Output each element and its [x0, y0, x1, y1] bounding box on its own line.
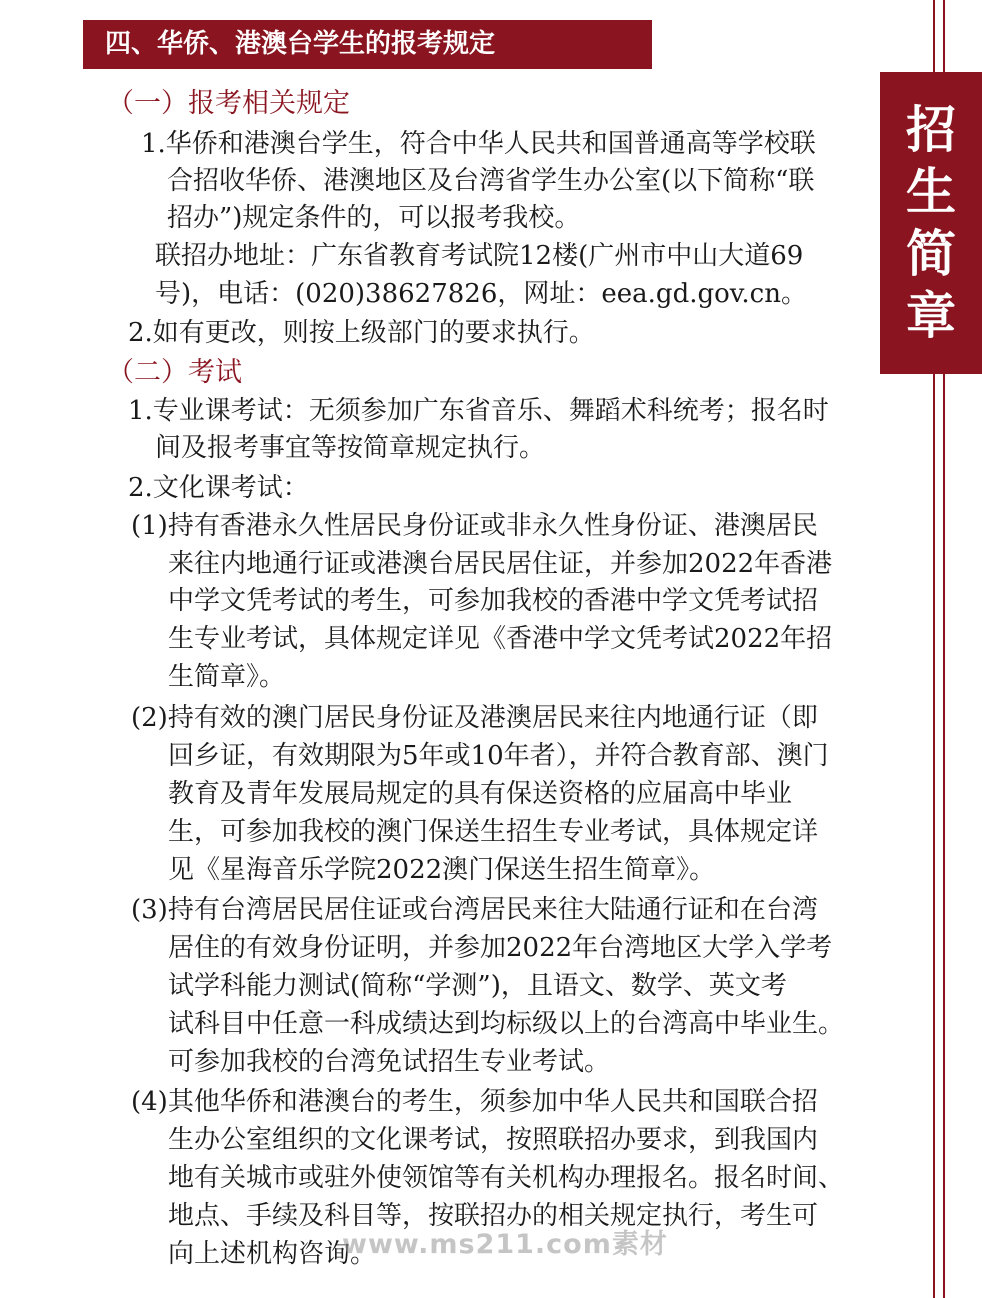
- text-line: 号)，电话：(020)38627826，网址：eea.gd.gov.cn。: [155, 279, 807, 309]
- text-line: 试科目中任意一科成绩达到均标级以上的台湾高中毕业生。: [168, 1009, 845, 1039]
- subsection-heading: （二）考试: [107, 357, 242, 388]
- text-line: 联招办地址：广东省教育考试院12楼(广州市中山大道69: [155, 241, 804, 271]
- text-line: 地有关城市或驻外使领馆等有关机构办理报名。报名时间、: [168, 1163, 845, 1193]
- text-line: 2.文化课考试：: [128, 473, 309, 503]
- text-line: 可参加我校的台湾免试招生专业考试。: [168, 1047, 611, 1077]
- side-tab-char: 生: [906, 163, 956, 221]
- text-line: 地点、手续及科目等，按联招办的相关规定执行，考生可: [168, 1201, 819, 1231]
- text-line: 试学科能力测试(简称“学测”)，且语文、数学、英文考: [168, 971, 787, 1001]
- subsection-heading: （一）报考相关规定: [107, 88, 350, 119]
- text-line: 教育及青年发展局规定的具有保送资格的应届高中毕业: [168, 779, 793, 809]
- text-line: 居住的有效身份证明，并参加2022年台湾地区大学入学考: [168, 933, 833, 963]
- text-line: 中学文凭考试的考生，可参加我校的香港中学文凭考试招: [168, 586, 819, 616]
- text-line: (2)持有效的澳门居民身份证及港澳居民来往内地通行证（即: [131, 703, 818, 733]
- text-line: 生办公室组织的文化课考试，按照联招办要求，到我国内: [168, 1125, 819, 1155]
- side-tab-char: 招: [906, 101, 956, 159]
- text-line: 来往内地通行证或港澳台居民居住证，并参加2022年香港: [168, 549, 833, 579]
- text-line: 1.专业课考试：无须参加广东省音乐、舞蹈术科统考；报名时: [128, 396, 829, 426]
- side-tab: [880, 72, 982, 374]
- text-line: 招办”)规定条件的，可以报考我校。: [167, 203, 581, 233]
- text-line: 间及报考事宜等按简章规定执行。: [155, 433, 546, 463]
- text-line: 向上述机构咨询。: [168, 1239, 377, 1269]
- text-line: (3)持有台湾居民居住证或台湾居民来往大陆通行证和在台湾: [131, 895, 818, 925]
- text-line: 生专业考试，具体规定详见《香港中学文凭考试2022年招: [168, 624, 833, 654]
- text-line: 生，可参加我校的澳门保送生招生专业考试，具体规定详: [168, 817, 819, 847]
- text-line: (1)持有香港永久性居民身份证或非永久性身份证、港澳居民: [131, 511, 818, 541]
- text-line: 见《星海音乐学院2022澳门保送生招生简章》。: [168, 855, 716, 885]
- text-line: (4)其他华侨和港澳台的考生，须参加中华人民共和国联合招: [131, 1087, 818, 1117]
- side-tab-char: 简: [906, 225, 956, 283]
- text-line: 合招收华侨、港澳地区及台湾省学生办公室(以下简称“联: [167, 166, 815, 196]
- section-title: 四、华侨、港澳台学生的报考规定: [83, 20, 652, 69]
- text-line: 生简章》。: [168, 662, 286, 692]
- side-tab-char: 章: [906, 287, 956, 345]
- watermark: www.ms211.com素材: [342, 1229, 668, 1260]
- text-line: 回乡证，有效期限为5年或10年者），并符合教育部、澳门: [168, 741, 829, 771]
- text-line: 2.如有更改，则按上级部门的要求执行。: [128, 318, 595, 348]
- text-line: 1.华侨和港澳台学生，符合中华人民共和国普通高等学校联: [141, 129, 816, 159]
